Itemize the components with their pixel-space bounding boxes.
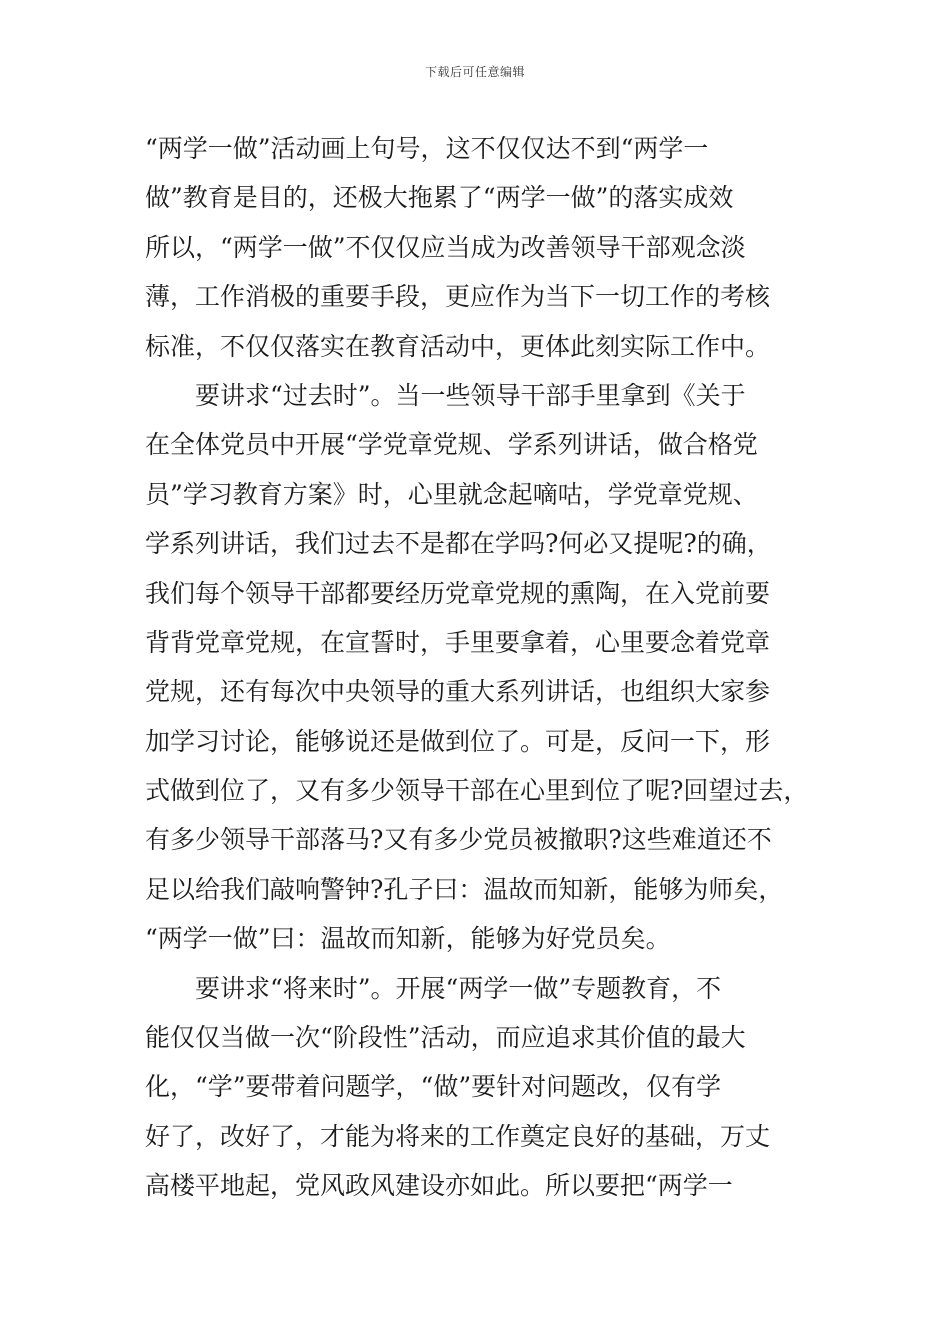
text-line: 化，“学”要带着问题学，“做”要针对问题改，仅有学 [145, 1072, 722, 1102]
text-line: “两学一做”活动画上句号，这不仅仅达不到“两学一 [145, 134, 709, 163]
text-line: 背背党章党规，在宣誓时，手里要拿着，心里要念着党章 [145, 627, 771, 657]
text-line: 足以给我们敲响警钟?孔子曰：温故而知新，能够为师矣， [145, 874, 784, 904]
page-header: 下载后可任意编辑 [424, 65, 525, 79]
text-line: 要讲求“将来时”。开展“两学一做”专题教育，不 [195, 973, 722, 1003]
text-line: 有多少领导干部落马?又有多少党员被撤职?这些难道还不 [145, 825, 772, 855]
document-body [145, 124, 810, 1211]
text-line: 所以，“两学一做”不仅仅应当成为改善领导干部观念淡 [145, 232, 746, 262]
text-line: 式做到位了，又有多少领导干部在心里到位了呢?回望过去， [145, 776, 809, 806]
text-line: 薄，工作消极的重要手段，更应作为当下一切工作的考核 [145, 282, 771, 312]
text-line: “两学一做”曰：温故而知新，能够为好党员矣。 [145, 924, 671, 954]
paragraph-1 [145, 124, 810, 371]
text-line: 能仅仅当做一次“阶段性”活动，而应追求其价值的最大 [145, 1023, 746, 1053]
text-line: 高楼平地起，党风政风建设亦如此。所以要把“两学一 [145, 1171, 733, 1201]
text-line: 做”教育是目的，还极大拖累了“两学一做”的落实成效 [145, 183, 734, 213]
text-line: 学系列讲话，我们过去不是都在学吗?何必又提呢?的确， [145, 529, 772, 559]
text-line: 我们每个领导干部都要经历党章党规的熏陶，在入党前要 [145, 578, 771, 608]
text-line: 要讲求“过去时”。当一些领导干部手里拿到《关于 [195, 380, 746, 410]
text-line: 好了，改好了，才能为将来的工作奠定良好的基础，万丈 [145, 1121, 771, 1151]
text-line: 员”学习教育方案》时，心里就念起嘀咕，学党章党规、 [145, 479, 758, 509]
text-line: 党规，还有每次中央领导的重大系列讲话，也组织大家参 [145, 677, 771, 707]
text-line: 标准，不仅仅落实在教育活动中，更体此刻实际工作中。 [145, 331, 771, 361]
text-line: 在全体党员中开展“学党章党规、学系列讲话，做合格党 [145, 430, 758, 460]
paragraph-2 [145, 371, 810, 964]
paragraph-3 [145, 964, 810, 1211]
text-line: 加学习讨论，能够说还是做到位了。可是，反问一下，形 [145, 726, 771, 756]
